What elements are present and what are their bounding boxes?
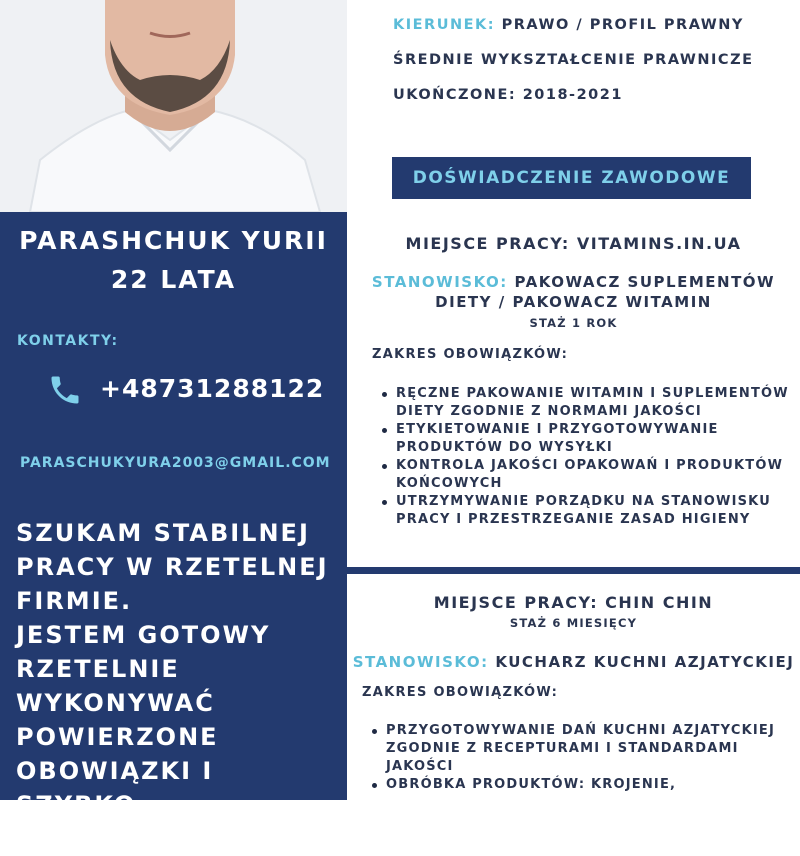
job-2-duties-label: ZAKRES OBOWIĄZKÓW: xyxy=(362,685,559,700)
section-divider xyxy=(347,567,800,574)
job-1-experience-length: STAŻ 1 ROK xyxy=(529,316,618,330)
job-2-experience-length: STAŻ 6 MIESIĘCY xyxy=(509,616,638,630)
job-2-workplace: MIEJSCE PRACY: CHIN CHIN xyxy=(433,593,714,612)
job-2-position xyxy=(347,652,800,673)
list-item: OBRÓBKA PRODUKTÓW: KROJENIE, xyxy=(370,776,780,794)
job-2-duties-list xyxy=(370,722,780,794)
contacts-heading: KONTAKTY: xyxy=(17,333,119,349)
job-1-position-line2: DIETY / PAKOWACZ WITAMIN xyxy=(435,293,712,311)
email-address[interactable]: PARASCHUKYURA2003@GMAIL.COM xyxy=(20,455,331,471)
phone-number[interactable]: +48731288122 xyxy=(100,374,325,403)
list-item: KONTROLA JAKOŚCI OPAKOWAŃ I PRODUKTÓW KOŃCOWYCH xyxy=(380,457,790,493)
job-1-position-value-line1: PAKOWACZ SUPLEMENTÓW xyxy=(514,273,776,291)
candidate-age: 22 LATA xyxy=(110,265,237,294)
job-1-duties-list xyxy=(380,385,790,529)
education-completed: UKOŃCZONE: 2018-2021 xyxy=(393,87,623,103)
phone-icon xyxy=(47,372,83,408)
candidate-name: PARASHCHUK YURII xyxy=(19,226,328,255)
about-statement: SZUKAM STABILNEJ PRACY W RZETELNEJ FIRMIE. JESTEM GOTOWY RZETELNIE WYKONYWAĆ POWIERZONE OBOWIĄZKI I SZYBKO UCZYĆ SIĘ NOWYCH xyxy=(16,519,329,853)
portrait-image xyxy=(0,0,347,212)
job-2-position-value: KUCHARZ KUCHNI AZJATYCKIEJ xyxy=(495,653,795,671)
job-1-workplace: MIEJSCE PRACY: VITAMINS.IN.UA xyxy=(405,234,742,253)
job-1-position-key: STANOWISKO: xyxy=(371,273,508,291)
list-item: PRZYGOTOWYWANIE DAŃ KUCHNI AZJATYCKIEJ ZGODNIE Z RECEPTURAMI I STANDARDAMI JAKOŚCI xyxy=(370,722,780,776)
list-item: UTRZYMYWANIE PORZĄDKU NA STANOWISKU PRACY I PRZESTRZEGANIE ZASAD HIGIENY xyxy=(380,493,790,529)
experience-section-header: DOŚWIADCZENIE ZAWODOWE xyxy=(392,157,751,199)
job-1-position xyxy=(347,272,800,293)
profile-photo xyxy=(0,0,347,212)
education-direction xyxy=(393,17,744,33)
education-direction-value: PRAWO / PROFIL PRAWNY xyxy=(501,17,744,33)
education-direction-key: KIERUNEK: xyxy=(393,17,496,33)
list-item: RĘCZNE PAKOWANIE WITAMIN I SUPLEMENTÓW DIETY ZGODNIE Z NORMAMI JAKOŚCI xyxy=(380,385,790,421)
education-degree: ŚREDNIE WYKSZTAŁCENIE PRAWNICZE xyxy=(393,52,754,68)
list-item: ETYKIETOWANIE I PRZYGOTOWYWANIE PRODUKTÓW DO WYSYŁKI xyxy=(380,421,790,457)
job-1-duties-label: ZAKRES OBOWIĄZKÓW: xyxy=(372,347,569,362)
job-2-position-key: STANOWISKO: xyxy=(352,653,489,671)
